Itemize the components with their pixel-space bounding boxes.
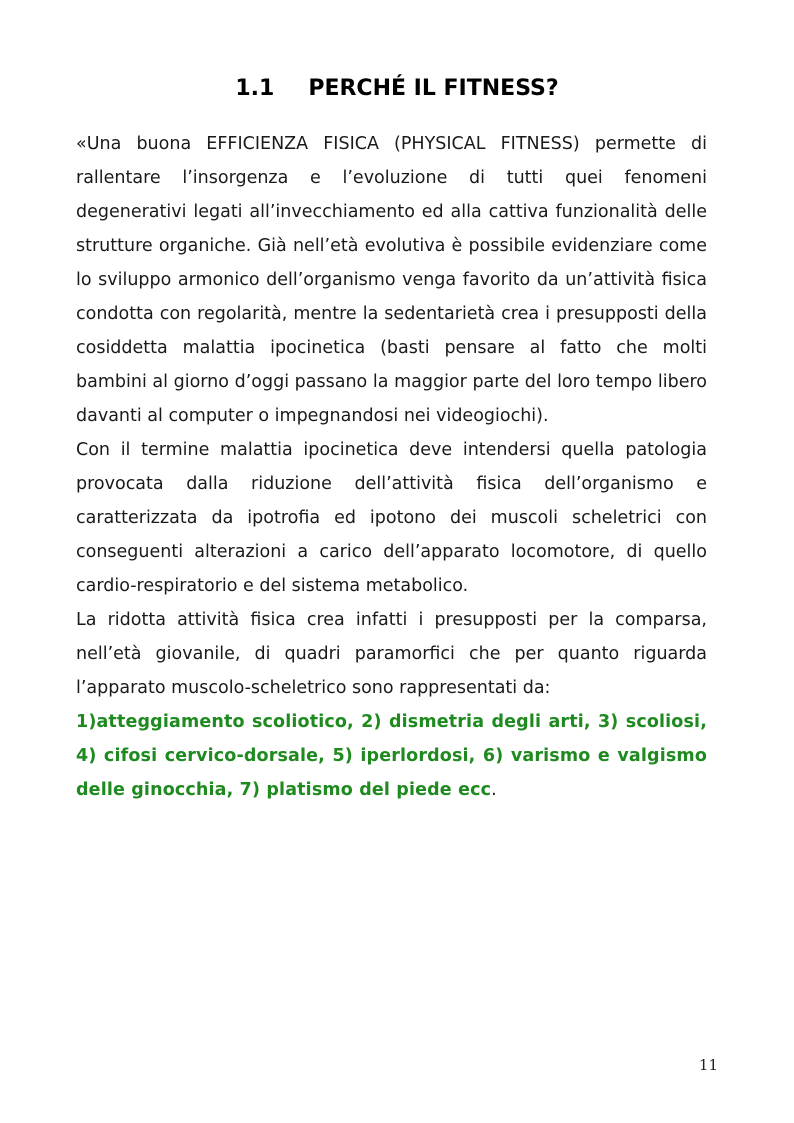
paragraph-2: Con il termine malattia ipocinetica deve intendersi quella patologia provocata dalla riduzione dell’attività fisica dell’organismo e caratterizzata da ipotrofia ed ipotono dei muscoli scheletrici con conseguenti alterazioni a carico dell’apparato locomotore, di quello cardio-respiratorio e del sistema metabolico.: [76, 440, 707, 596]
section-heading: [0, 73, 794, 105]
paragraph-3: La ridotta attività fisica crea infatti i presupposti per la comparsa, nell’età giovanile, di quadri paramorfici che per quanto riguarda l’apparato muscolo-scheletrico sono rappresentati da:: [76, 610, 707, 698]
paramorphism-list: 1)atteggiamento scoliotico, 2) dismetria degli arti, 3) scoliosi, 4) cifosi cervico-dorsale, 5) iperlordosi, 6) varismo e valgismo delle ginocchia, 7) platismo del piede ecc: [76, 712, 707, 800]
section-title: PERCHÉ IL FITNESS?: [308, 75, 559, 101]
paragraph-4-end: .: [491, 780, 497, 800]
page-number: 11: [698, 1056, 718, 1074]
paragraph-1: «Una buona EFFICIENZA FISICA (PHYSICAL FITNESS) permette di rallentare l’insorgenza e l’evoluzione di tutti quei fenomeni degenerativi legati all’invecchiamento ed alla cattiva funzionalità delle strutture organiche. Già nell’età evolutiva è possibile evidenziare come lo sviluppo armonico dell’organismo venga favorito da un’attività fisica condotta con regolarità, mentre la sedentarietà crea i presupposti della cosiddetta malattia ipocinetica (basti pensare al fatto che molti bambini al giorno d’oggi passano la maggior parte del loro tempo libero davanti al computer o impegnandosi nei videogiochi).: [76, 134, 707, 426]
paragraph-4: [76, 705, 707, 807]
section-number: 1.1: [235, 75, 275, 101]
body-text: [76, 127, 707, 807]
